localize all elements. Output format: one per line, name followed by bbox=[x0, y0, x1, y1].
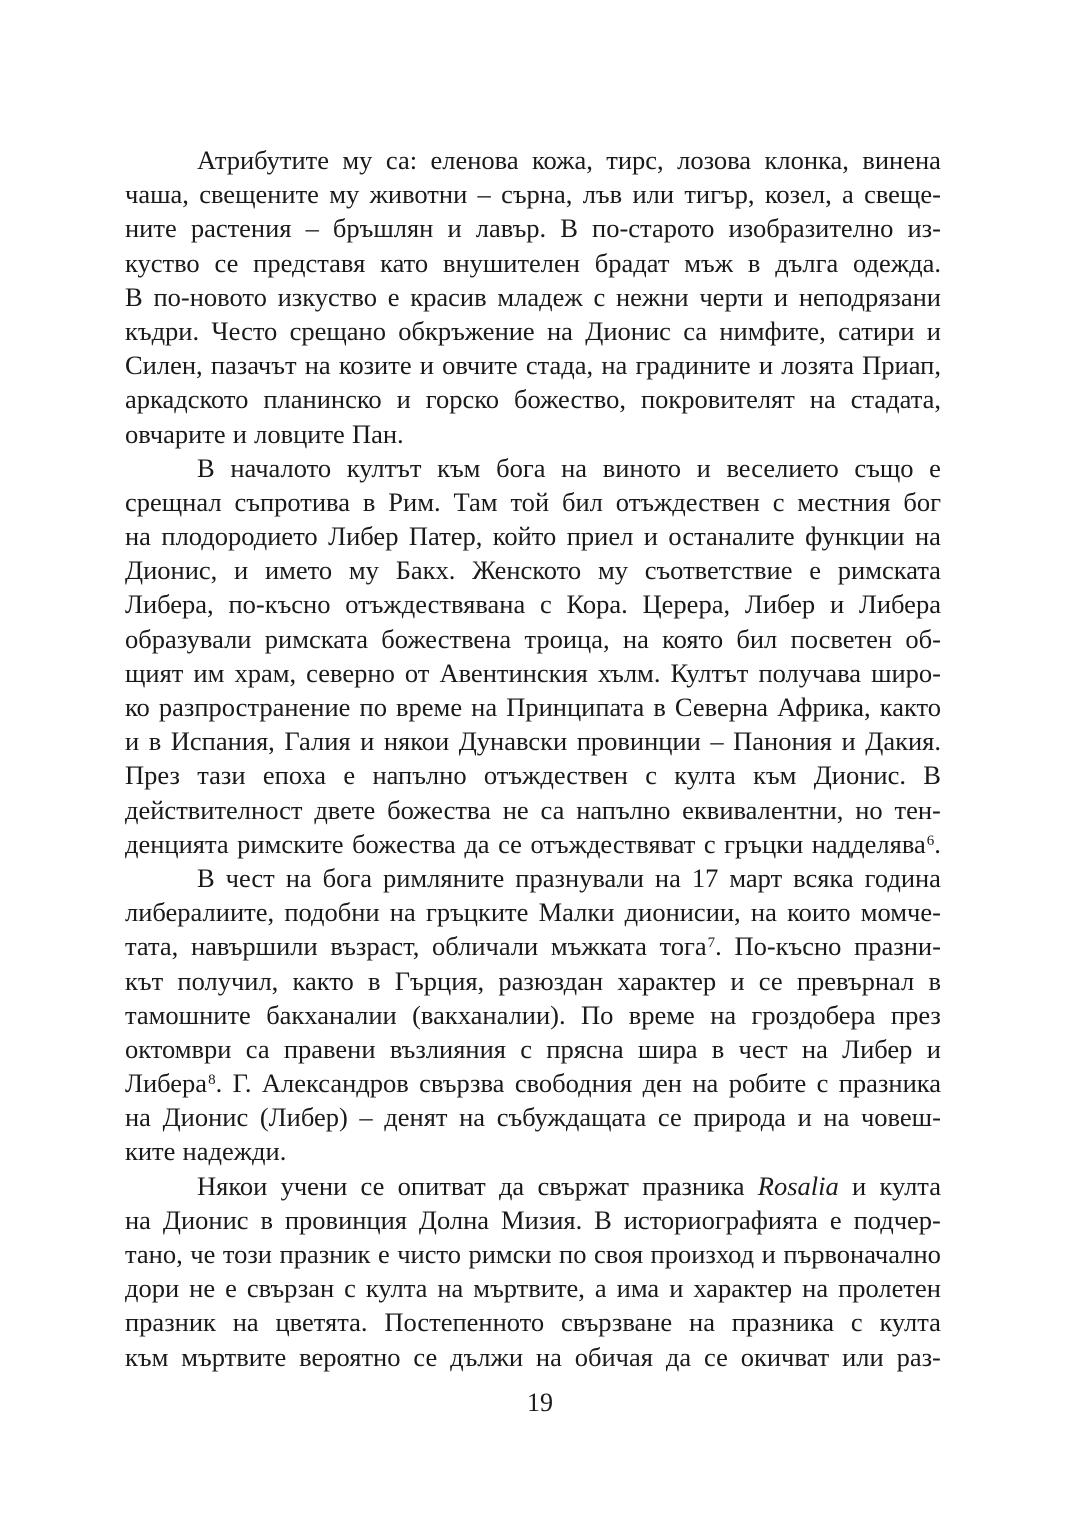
body-text bbox=[125, 143, 941, 1374]
footnote-ref: 7 bbox=[707, 935, 716, 952]
text-line: В началото култът към бога на виното и веселието също е bbox=[197, 452, 941, 483]
text-line: През тази епоха е напълно отъждествен с култа към Дионис. В bbox=[125, 760, 941, 791]
text-line: аркадското планинско и горско божество, покровителят на стадата, bbox=[125, 384, 941, 415]
text-line: ко разпространение по време на Принципата в Северна Африка, както bbox=[125, 692, 941, 722]
text-line: действителност двете божества не са напълно еквивалентни, но тен- bbox=[125, 794, 941, 825]
text-line: овчарите и ловците Пан. bbox=[125, 418, 404, 449]
text-line: чаша, свещените му животни – сърна, лъв или тигър, козел, а свеще- bbox=[125, 179, 941, 210]
text-line: кът получил, както в Гърция, разюздан характер и се превърнал в bbox=[125, 965, 941, 996]
text-line: В по-новото изкуство е красив младеж с нежни черти и неподрязани bbox=[125, 281, 941, 312]
text-line: куство се представя като внушителен брадат мъж в дълга одежда. bbox=[125, 247, 941, 278]
text-line: щият им храм, северно от Авентинския хълм. Култът получава широ- bbox=[125, 657, 941, 688]
text-line: образували римската божествена троица, на която бил посветен об- bbox=[125, 623, 941, 654]
text-line: на Дионис в провинция Долна Мизия. В историографията е подчер- bbox=[125, 1204, 941, 1235]
footnote-ref: 8 bbox=[208, 1071, 216, 1088]
text-line: на Дионис (Либер) – денят на събуждащата се природа и на човеш- bbox=[125, 1102, 941, 1133]
text-line: либералиите, подобни на гръцките Малки дионисии, на които момче- bbox=[125, 897, 941, 928]
text-line: тата, навършили възраст, обличали мъжката тога7. По-късно празни- bbox=[125, 929, 941, 963]
text-line: Либера, по-късно отъждествявана с Кора. Церера, Либер и Либера bbox=[125, 589, 941, 620]
text-line: къдри. Често срещано обкръжение на Дионис са нимфите, сатири и bbox=[125, 315, 941, 346]
text-line: Дионис, и името му Бакх. Женското му съответствие е римската bbox=[125, 555, 941, 586]
text-line: дори не е свързан с култа на мъртвите, а има и характер на пролетен bbox=[125, 1273, 941, 1304]
italic-term: Rosalia bbox=[757, 1170, 839, 1201]
text-line: Либера8. Г. Александров свързва свободния ден на робите с празника bbox=[125, 1066, 941, 1100]
text-line: тано, че този празник е чисто римски по своя произход и първоначално bbox=[125, 1239, 941, 1269]
text-line: празник на цветята. Постепенното свързване на празника с култа bbox=[125, 1307, 941, 1338]
text-line: ките надежди. bbox=[125, 1136, 287, 1167]
footnote-ref: 6 bbox=[926, 832, 935, 849]
text-line: Атрибутите му са: еленова кожа, тирс, лозова клонка, винена bbox=[197, 145, 941, 175]
text-line: В чест на бога римляните празнували на 17 март всяка година bbox=[197, 862, 941, 893]
text-line: срещнал съпротива в Рим. Там той бил отъждествен с местния бог bbox=[125, 486, 941, 517]
text-line: Силен, пазачът на козите и овчите стада, на градините и лозята Приап, bbox=[125, 350, 941, 381]
text-line: към мъртвите вероятно се дължи на обичая да се окичват или раз- bbox=[125, 1341, 941, 1372]
text-line: тамошните бакханалии (вакханалии). По време на гроздобера през bbox=[125, 999, 941, 1030]
text-line: на плодородието Либер Патер, който приел и останалите функции на bbox=[125, 521, 941, 552]
text-line: октомври са правени възлияния с прясна шира в чест на Либер и bbox=[125, 1033, 941, 1064]
text-line: Някои учени се опитват да свържат празника Rosalia и култа bbox=[125, 1169, 941, 1203]
text-line: денцията римските божества да се отъждествяват с гръцки надделява6. bbox=[125, 827, 941, 861]
page-number: 19 bbox=[527, 1388, 553, 1417]
text-line: и в Испания, Галия и някои Дунавски провинции – Панония и Дакия. bbox=[125, 726, 941, 757]
text-line: ните растения – бръшлян и лавър. В по-старото изобразително из- bbox=[125, 213, 941, 244]
